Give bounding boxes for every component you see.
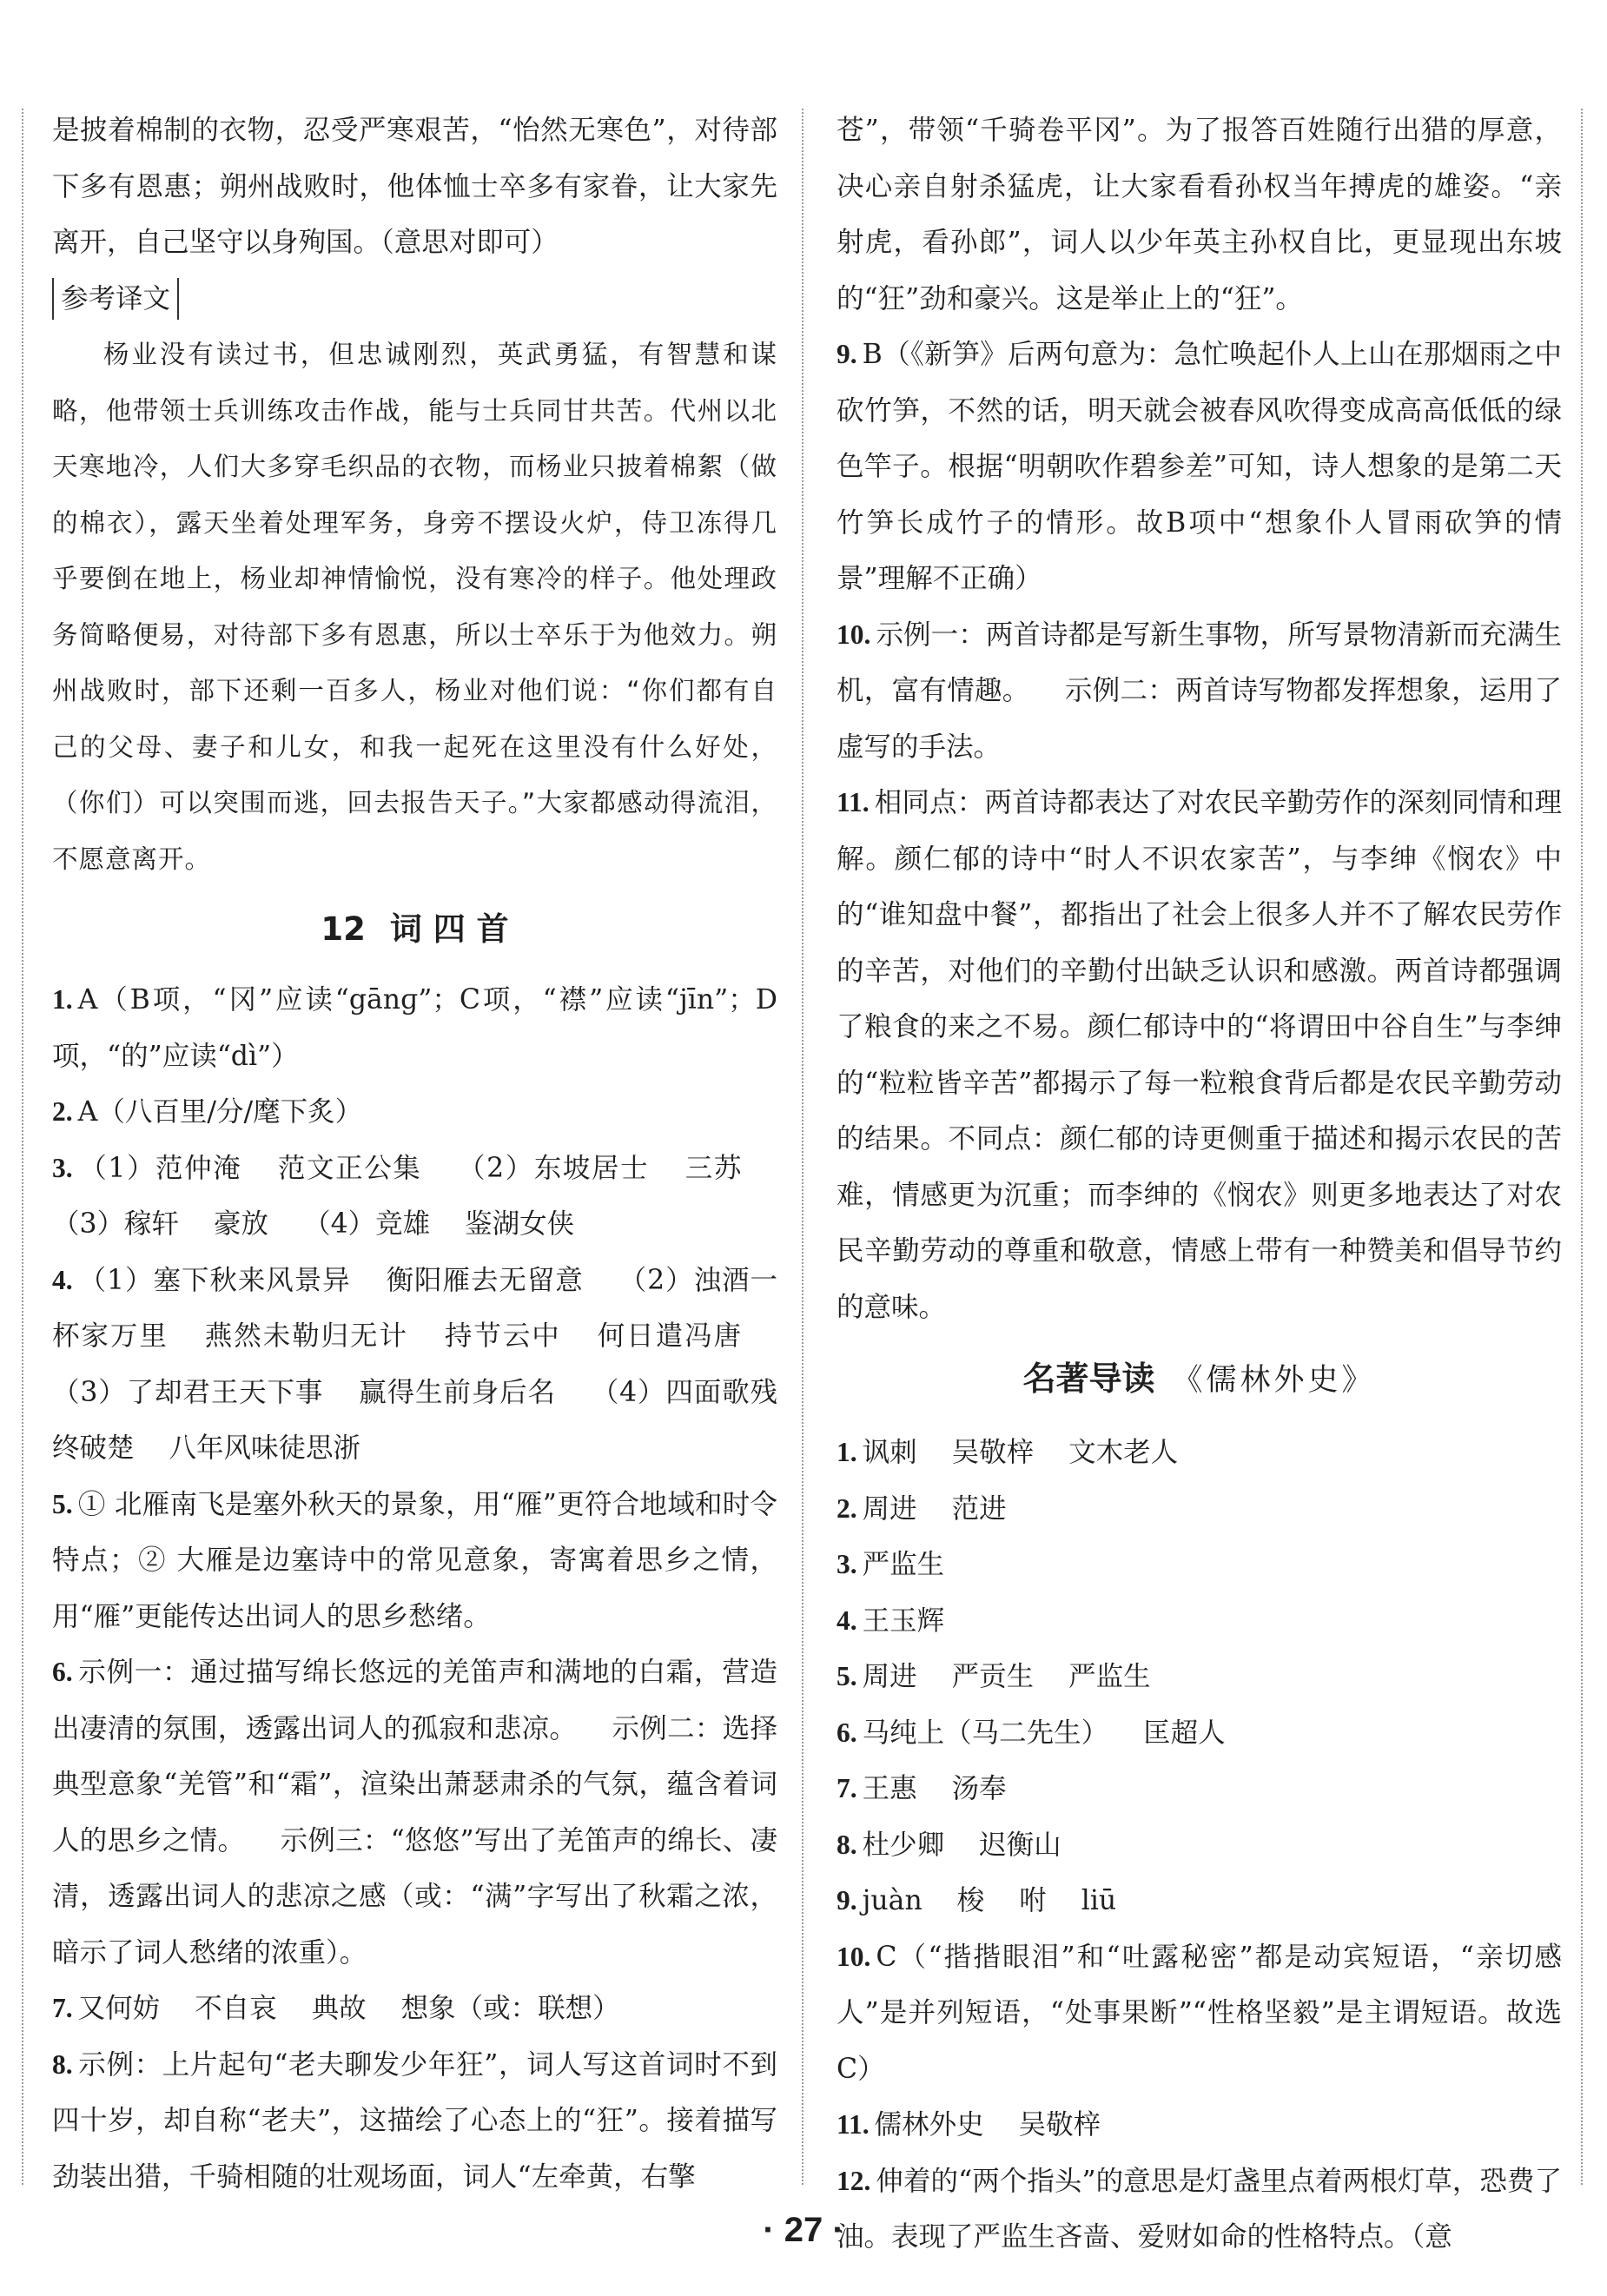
reading-guide-item-7 xyxy=(837,1761,1562,1817)
item-number: 7. xyxy=(52,1993,73,2023)
answer-part: 马纯上（马二先生） xyxy=(862,1717,1109,1749)
answer-part: 讽刺 xyxy=(862,1437,917,1468)
item-number: 6. xyxy=(837,1717,857,1748)
answer-part: juàn xyxy=(862,1885,923,1916)
answer-item-3 xyxy=(837,775,1562,1335)
continued-answer: 苍”，带领“千骑卷平冈”。为了报答百姓随行出猎的厚意，决心亲自射杀猛虎，让大家看看孙权当年搏虎的雄姿。“亲射虎，看孙郎”，词人以少年英主孙权自比，更显现出东坡的“狂”劲和豪兴。这是举止上的“狂”。 xyxy=(837,115,1562,314)
answer-item-2 xyxy=(837,607,1562,776)
answer-part: 又何妨 xyxy=(77,1993,161,2024)
item-number: 1. xyxy=(52,984,73,1015)
item-number: 1. xyxy=(837,1437,857,1467)
answer-part: 八年风味徒思浙 xyxy=(169,1433,361,1464)
answer-part: （4）四面歌残终破楚 xyxy=(52,1376,777,1464)
answer-part: 吴敬梓 xyxy=(951,1437,1035,1468)
answer-part: 王玉辉 xyxy=(862,1605,945,1637)
answer-text: B（《新笋》后两句意为：急忙唤起仆人上山在那烟雨之中砍竹笋，不然的话，明天就会被春风吹得变成高高低低的绿色竿子。根据“明朝吹作碧参差”可知，诗人想象的是第二天竹笋长成竹子的情形。故B项中“想象仆人冒雨砍笋的情景”理解不正确） xyxy=(837,339,1562,594)
answer-part: 咐 xyxy=(1019,1885,1047,1916)
item-number: 4. xyxy=(52,1264,73,1295)
item-number: 10. xyxy=(837,619,871,650)
item-number: 11. xyxy=(837,2109,870,2140)
reading-guide-item-6 xyxy=(837,1705,1562,1762)
answer-part: （3）稼轩 xyxy=(52,1208,180,1240)
answer-part: 示例一：通过描写绵长悠远的羌笛声和满地的白霜，营造出凄清的氛围，透露出词人的孤寂和悲凉。 xyxy=(52,1657,777,1744)
item-number: 8. xyxy=(837,1829,857,1860)
answer-part: 不自哀 xyxy=(195,1993,277,2024)
item-number: 11. xyxy=(837,787,870,817)
answer-text: ① 北雁南飞是塞外秋天的景象，用“雁”更符合地域和时令特点；② 大雁是边塞诗中的常见意象，寄寓着思乡之情，用“雁”更能传达出词人的思乡愁绪。 xyxy=(52,1488,777,1632)
reading-guide-item-10 xyxy=(837,1929,1562,2098)
answer-part: 示例一：两首诗都是写新生事物，所写景物清新而充满生机，富有情趣。 xyxy=(837,619,1562,706)
answer-item-6 xyxy=(52,1644,777,1981)
reading-guide-item-1 xyxy=(837,1425,1562,1481)
item-number: 9. xyxy=(837,339,857,369)
answer-part: 汤奉 xyxy=(951,1773,1007,1804)
answer-part: 迟衡山 xyxy=(979,1829,1061,1861)
answer-text: 相同点：两首诗都表达了对农民辛勤劳作的深刻同情和理解。颜仁郁的诗中“时人不识农家苦”，与李绅《悯农》中的“谁知盘中餐”，都指出了社会上很多人并不了解农民劳作的辛苦，对他们的辛勤付出缺乏认识和感激。两首诗都强调了粮食的来之不易。颜仁郁诗中的“将谓田中谷自生”与李绅的“粒粒皆辛苦”都揭示了每一粒粮食背后都是农民辛勤劳动的结果。不同点：颜仁郁的诗更侧重于描述和揭示农民的苦难，情感更为沉重；而李绅的《悯农》则更多地表达了对农民辛勤劳动的尊重和敬意，情感上带有一种赞美和倡导节约的意味。 xyxy=(837,787,1562,1323)
column-divider-center xyxy=(802,109,804,2185)
answer-part: 赢得生前身后名 xyxy=(358,1376,556,1408)
answer-part: 文木老人 xyxy=(1068,1437,1179,1468)
answer-part: 何日遣冯唐 xyxy=(595,1320,743,1352)
reading-guide-item-11 xyxy=(837,2097,1562,2154)
answer-part: 范进 xyxy=(951,1492,1007,1525)
reading-guide-item-2 xyxy=(837,1481,1562,1538)
answer-part: 王惠 xyxy=(862,1773,917,1804)
translation-tag: 参考译文 xyxy=(52,271,777,328)
item-number: 5. xyxy=(837,1661,857,1691)
answer-part: 周进 xyxy=(862,1661,917,1692)
translation-text: 杨业没有读过书，但忠诚刚烈，英武勇猛，有智慧和谋略，他带领士兵训练攻击作战，能与士兵同甘共苦。代州以北天寒地冷，人们大多穿毛织品的衣物，而杨业只披着棉絮（做的棉衣），露天坐着处理军务，身旁不摆设火炉，侍卫冻得几乎要倒在地上，杨业却神情愉悦，没有寒冷的样子。他处理政务简略便易，对待部下多有恩惠，所以士卒乐于为他效力。朔州战败时，部下还剩一百多人，杨业对他们说：“你们都有自己的父母、妻子和儿女，和我一起死在这里没有什么好处，（你们）可以突围而逃，回去报告天子。”大家都感动得流泪，不愿意离开。 xyxy=(52,340,777,874)
answer-text: A（八百里/分/麾下炙） xyxy=(77,1096,363,1128)
answer-part: 豪放 xyxy=(214,1208,269,1240)
answer-text: A（B项，“冈”应读“gānɡ”；C项，“襟”应读“jīn”；D项，“的”应读“dì”） xyxy=(52,984,777,1072)
answer-part: 示例二：选择典型意象“羌管”和“霜”，渲染出萧瑟肃杀的气氛，蕴含着词人的思乡之情。 xyxy=(52,1712,777,1856)
answer-part: （1）范仲淹 xyxy=(77,1152,242,1184)
left-column xyxy=(52,103,777,2205)
answer-list xyxy=(837,327,1562,1335)
item-number: 12. xyxy=(837,2165,871,2196)
column-divider-left xyxy=(22,109,23,2185)
answer-text: 伸着的“两个指头”的意思是灯盏里点着两根灯草，恐费了油。表现了严监生吝啬、爱财如命的性格特点。（意 xyxy=(837,2165,1562,2253)
item-number: 7. xyxy=(837,1773,857,1803)
answer-part: 示例二：两首诗写物都发挥想象，运用了虚写的手法。 xyxy=(837,675,1562,763)
answer-part: 持节云中 xyxy=(442,1320,561,1352)
answer-part: （4）竞雄 xyxy=(303,1208,431,1240)
reading-guide-heading: 名著导读 《儒林外史》 xyxy=(1022,1360,1376,1398)
answer-part: 梭 xyxy=(956,1885,985,1916)
page-number: · 27 · xyxy=(763,2211,844,2249)
answer-text: 示例：上片起句“老夫聊发少年狂”，词人写这首词时不到四十岁，却自称“老夫”，这描绘了心态上的“狂”。接着描写劲装出猎，千骑相随的壮观场面，词人“左牵黄，右擎 xyxy=(52,2048,777,2193)
reading-guide-item-8 xyxy=(837,1817,1562,1874)
answer-part: 儒林外史 xyxy=(874,2109,984,2141)
answer-part: 燕然未勒归无计 xyxy=(202,1320,408,1352)
item-number: 3. xyxy=(837,1549,857,1579)
answer-part: 想象（或：联想） xyxy=(400,1993,620,2024)
answer-item-5 xyxy=(52,1477,777,1645)
item-number: 5. xyxy=(52,1488,73,1519)
reading-guide-item-9 xyxy=(837,1873,1562,1929)
answer-part: 吴敬梓 xyxy=(1018,2109,1101,2141)
answer-part: 三苏 xyxy=(684,1152,743,1184)
answer-part: 杜少卿 xyxy=(862,1829,945,1861)
answer-part: 严贡生 xyxy=(951,1661,1035,1692)
answer-part: （3）了却君王天下事 xyxy=(52,1376,324,1408)
reading-guide-item-5 xyxy=(837,1649,1562,1705)
answer-part: liū xyxy=(1081,1885,1117,1916)
item-number: 6. xyxy=(52,1657,73,1687)
item-number: 4. xyxy=(837,1605,857,1636)
answer-item-2 xyxy=(52,1084,777,1141)
answer-item-1 xyxy=(52,972,777,1084)
answer-part: （2）东坡居士 xyxy=(456,1152,650,1184)
answer-part: 衡阳雁去无留意 xyxy=(385,1264,584,1296)
item-number: 8. xyxy=(52,2048,73,2080)
answer-item-8 xyxy=(52,2037,777,2206)
answer-list xyxy=(52,972,777,2205)
section-heading: 12 词 四 首 xyxy=(321,910,509,948)
reading-guide-list xyxy=(837,1425,1562,2266)
answer-item-1 xyxy=(837,327,1562,607)
right-column xyxy=(837,103,1562,2266)
answer-part: 鉴湖女侠 xyxy=(465,1208,575,1240)
column-divider-right xyxy=(1581,109,1583,2185)
item-number: 2. xyxy=(52,1096,73,1127)
item-number: 10. xyxy=(837,1941,871,1972)
answer-item-3 xyxy=(52,1141,777,1253)
answer-part: 周进 xyxy=(862,1492,917,1525)
answer-part: 示例三：“悠悠”写出了羌笛声的绵长、凄清，透露出词人的悲凉之感（或：“满”字写出了秋霜之浓，暗示了词人愁绪的浓重）。 xyxy=(52,1824,777,1968)
answer-text: C（“揩揩眼泪”和“吐露秘密”都是动宾短语，“亲切感人”是并列短语，“处事果断”“性格坚毅”是主谓短语。故选C） xyxy=(837,1941,1562,2085)
answer-part: （1）塞下秋来风景异 xyxy=(77,1264,351,1296)
item-number: 3. xyxy=(52,1152,73,1183)
continued-answer: 是披着棉制的衣物，忍受严寒艰苦，“怡然无寒色”，对待部下多有恩惠；朔州战败时，他体恤士卒多有家眷，让大家先离开，自己坚守以身殉国。（意思对即可） xyxy=(52,115,777,258)
answer-item-4 xyxy=(52,1253,777,1477)
item-number: 2. xyxy=(837,1492,857,1524)
answer-part: 严监生 xyxy=(862,1549,945,1580)
reading-guide-item-3 xyxy=(837,1537,1562,1593)
answer-part: 范文正公集 xyxy=(276,1152,422,1184)
answer-part: 典故 xyxy=(311,1993,367,2024)
answer-part: 严监生 xyxy=(1068,1661,1151,1692)
answer-part: 匡超人 xyxy=(1143,1717,1226,1749)
reading-guide-item-4 xyxy=(837,1593,1562,1650)
answer-item-7 xyxy=(52,1981,777,2037)
item-number: 9. xyxy=(837,1885,857,1916)
answer-part: （2）浊酒一杯家万里 xyxy=(52,1264,777,1352)
